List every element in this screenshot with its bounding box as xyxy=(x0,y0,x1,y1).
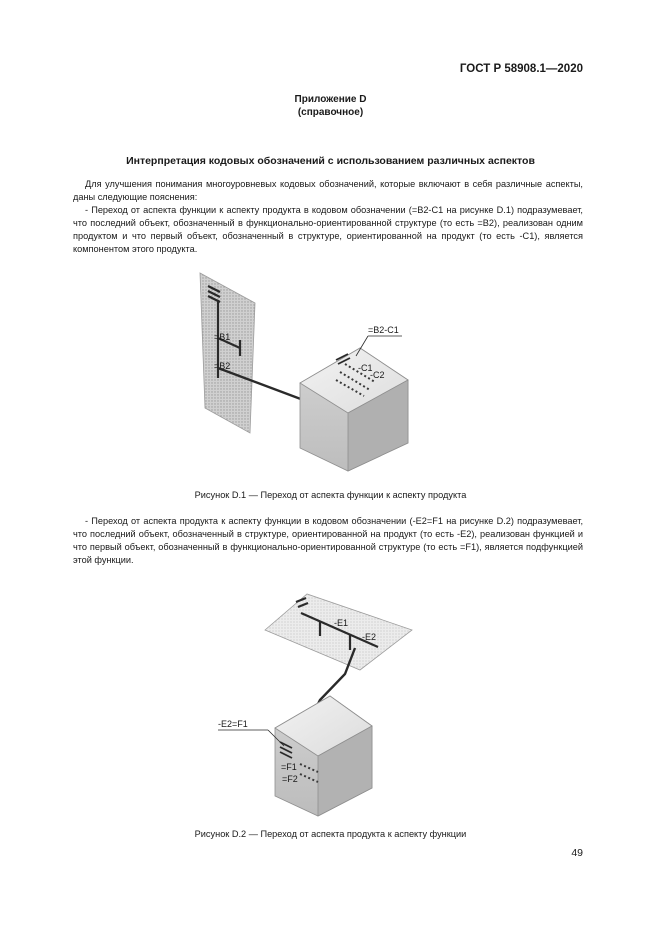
label-e2-f1: -E2=F1 xyxy=(218,719,248,729)
item2-paragraph: - Переход от аспекта продукта к аспекту функции в кодовом обозначении (-E2=F1 на рисунке D.2) подразумевает, что последний объект, обозначенный в структуре, ориентированной на продукт (то есть -E2), реализован функцией и что первый объект, обозначенный в функционально-ориентированной структуре (то есть =F1), является подфункцией этой функции. xyxy=(73,516,583,565)
annex-heading xyxy=(0,93,661,119)
annex-subtitle: (справочное) xyxy=(297,107,364,118)
section-title: Интерпретация кодовых обозначений с использованием различных аспектов xyxy=(126,155,535,167)
label-b2-c1: =B2-C1 xyxy=(368,325,399,335)
figure1-caption: Рисунок D.1 — Переход от аспекта функции к аспекту продукта xyxy=(194,490,467,500)
product-structure-sheet xyxy=(265,594,412,670)
label-b1: =B1 xyxy=(214,332,231,342)
label-e2: -E2 xyxy=(362,632,377,642)
figure2-caption: Рисунок D.2 — Переход от аспекта продукта к аспекту функции xyxy=(194,829,467,839)
item1-paragraph: - Переход от аспекта функции к аспекту продукта в кодовом обозначении (=B2-C1 на рисунке D.1) подразумевает, что последний объект, обозначенный в функционально-ориентированной структуре (то есть =B2), реализован одним продуктом и что первый объект, обозначенный в структуре, ориентированной на продукт (то есть -C1), является компонентом этого продукта. xyxy=(73,205,583,254)
annex-title: Приложение D xyxy=(294,94,367,105)
figure-d2 xyxy=(200,588,425,818)
figure-d1 xyxy=(190,268,450,483)
label-e1: -E1 xyxy=(334,618,349,628)
page-number: 49 xyxy=(571,847,583,859)
standard-designation: ГОСТ Р 58908.1—2020 xyxy=(459,63,583,75)
label-f1: =F1 xyxy=(281,762,297,772)
intro-paragraph: Для улучшения понимания многоуровневых кодовых обозначений, которые включают в себя различные аспекты, даны следующие пояснения: xyxy=(73,179,583,202)
label-c2: -C2 xyxy=(370,370,385,380)
label-c1: -C1 xyxy=(358,363,373,373)
label-b2: =B2 xyxy=(214,361,231,371)
label-f2: =F2 xyxy=(282,774,298,784)
